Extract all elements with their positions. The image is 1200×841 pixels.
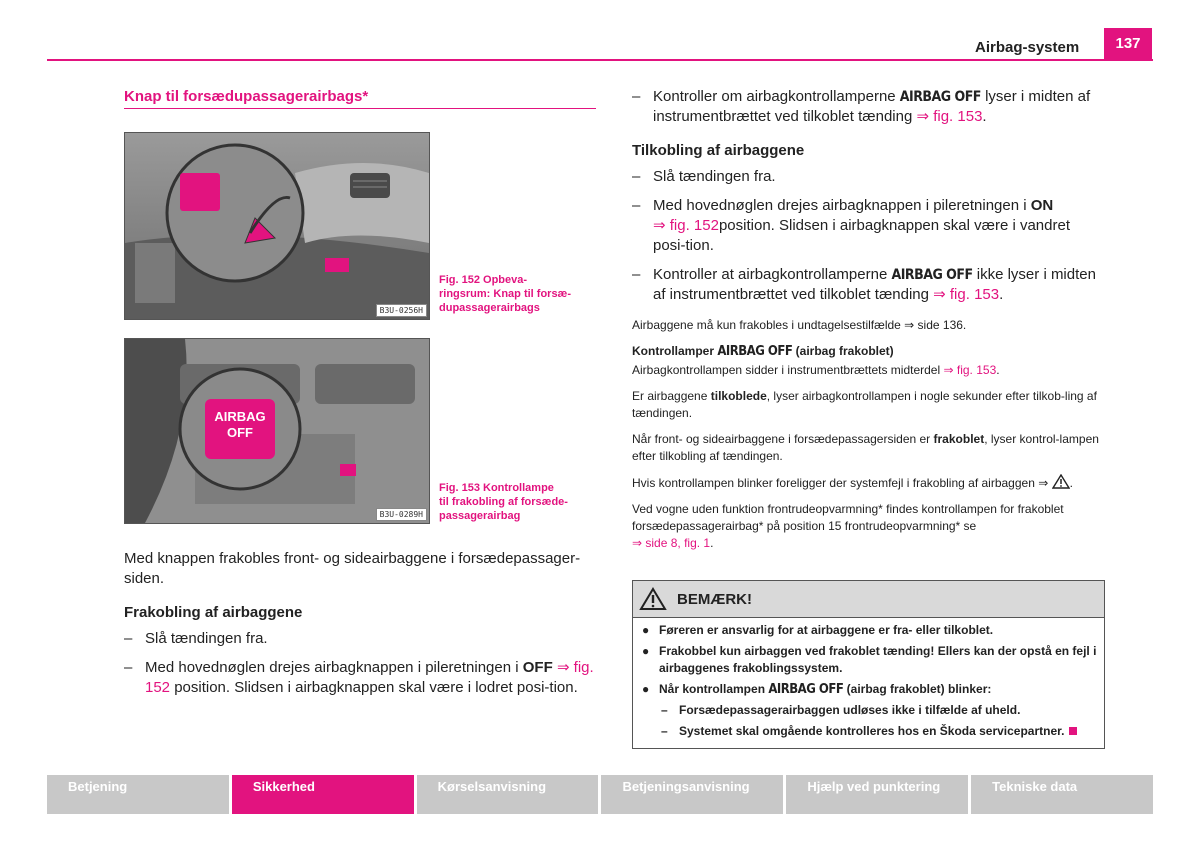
para-text: Airbagkontrollampen sidder i instrumentbrættets midterdel bbox=[632, 363, 944, 377]
warning-title: BEMÆRK! bbox=[677, 590, 752, 608]
step-item bbox=[632, 265, 1104, 305]
figure-link[interactable]: ⇒ fig. 153 bbox=[916, 108, 983, 125]
warning-item bbox=[639, 622, 1098, 639]
caption-line: Fig. 152 Opbeva- bbox=[439, 274, 528, 286]
step-text: lyser i midten af instrumentbrættet ved tilkoblet tænding bbox=[653, 88, 1091, 125]
note-exception: Airbaggene må kun frakobles i undtagelsestilfælde ⇒ side 136. bbox=[632, 318, 967, 332]
warning-triangle-icon[interactable] bbox=[1052, 474, 1070, 489]
step-text: . bbox=[999, 286, 1004, 303]
warning-subitem bbox=[639, 723, 1098, 740]
section-title: Knap til forsædupassagerairbags* bbox=[124, 88, 596, 109]
airbag-off-symbol: AIRBAG OFF bbox=[717, 344, 793, 359]
para-disconnected bbox=[632, 431, 1104, 465]
small-notes bbox=[632, 317, 1104, 552]
step-item bbox=[632, 167, 1104, 187]
dashboard-illustration bbox=[125, 339, 429, 523]
dash: – bbox=[124, 630, 133, 647]
warning-item-text: Når kontrollampen bbox=[659, 682, 769, 696]
bullet-icon: ● bbox=[642, 682, 650, 696]
step-bold: ON bbox=[1030, 197, 1054, 214]
dash: – bbox=[124, 659, 133, 676]
step-text: Med hovednøglen drejes airbagknappen i pileretningen i bbox=[653, 197, 1031, 214]
dash: – bbox=[632, 88, 641, 105]
para-text: Ved vogne uden funktion frontrudeopvarmning* findes kontrollampen for frakoblet forsædepassagerairbag* på position 15 frontrudeopvarmning* se bbox=[632, 502, 1064, 533]
warning-body bbox=[633, 618, 1104, 748]
right-column-text bbox=[632, 87, 1104, 561]
figure-152-image bbox=[124, 132, 430, 320]
warning-header bbox=[633, 581, 1104, 618]
subhead-disconnect: Frakobling af airbaggene bbox=[124, 604, 303, 621]
nav-tab-betjeningsanvisning[interactable]: Betjeningsanvisning bbox=[601, 775, 783, 814]
step-text: position. Slidsen i airbagknappen skal være i vandret posi-tion. bbox=[653, 217, 1070, 254]
warning-item-text: Frakobbel kun airbaggen ved frakoblet tænding! Ellers kan der opstå en fejl i airbaggenes frakoblingssystem. bbox=[659, 644, 1097, 675]
step-text: . bbox=[982, 108, 987, 125]
dash: – bbox=[661, 703, 668, 717]
step-text: Med hovednøglen drejes airbagknappen i pileretningen i bbox=[145, 659, 523, 676]
warning-subitem bbox=[639, 702, 1098, 719]
figure-153-caption bbox=[439, 481, 589, 523]
step-text: position. Slidsen i airbagknappen skal være i lodret posi-tion. bbox=[170, 679, 578, 696]
step-text: Kontroller at airbagkontrollamperne bbox=[653, 266, 892, 283]
para-bold: tilkoblede bbox=[710, 389, 767, 403]
step-bold: OFF bbox=[522, 659, 553, 676]
caption-line: ringsrum: Knap til forsæ- bbox=[439, 288, 572, 300]
nav-tab-tekniske-data[interactable]: Tekniske data bbox=[971, 775, 1153, 814]
warning-item-text: (airbag frakoblet) blinker: bbox=[843, 682, 992, 696]
intro-paragraph: Med knappen frakobles front- og sideairbaggene i forsædepassager-siden. bbox=[124, 550, 581, 587]
para-text: . bbox=[996, 363, 1000, 377]
airbag-off-symbol: AIRBAG OFF bbox=[891, 267, 973, 283]
warning-box bbox=[632, 580, 1105, 749]
figure-link[interactable]: ⇒ fig. 153 bbox=[943, 363, 997, 377]
page-number: 137 bbox=[1104, 28, 1152, 59]
airbag-off-symbol: AIRBAG OFF bbox=[899, 89, 981, 105]
para-connected bbox=[632, 388, 1104, 422]
lamp-text: AIRBAG bbox=[214, 409, 266, 424]
figure-153-image bbox=[124, 338, 430, 524]
dash: – bbox=[661, 724, 668, 738]
airbag-off-lamp-label bbox=[205, 409, 275, 441]
caption-line: passagerairbag bbox=[439, 510, 521, 522]
glovebox-illustration bbox=[125, 133, 429, 319]
end-of-section-marker bbox=[1069, 727, 1077, 735]
step-text: Slå tændingen fra. bbox=[145, 630, 268, 647]
nav-tab-hjaelp-ved-punktering[interactable]: Hjælp ved punktering bbox=[786, 775, 968, 814]
bullet-icon: ● bbox=[642, 644, 650, 658]
left-column-text bbox=[124, 549, 594, 707]
step-item bbox=[632, 196, 1104, 256]
figure-152-caption bbox=[439, 273, 589, 315]
running-header: Airbag-system bbox=[975, 39, 1080, 56]
bullet-icon: ● bbox=[642, 623, 650, 637]
para-text: , lyser kontrol-lampen efter tilkobling af tændingen. bbox=[632, 432, 1099, 463]
para-text: . bbox=[710, 536, 714, 550]
figure-link[interactable]: ⇒ fig. 152 bbox=[653, 217, 719, 234]
figure-link[interactable]: ⇒ fig. 152 bbox=[145, 659, 594, 696]
nav-tab-korselsanvisning[interactable]: Kørselsanvisning bbox=[417, 775, 599, 814]
header-rule bbox=[47, 59, 1153, 61]
para-blink bbox=[632, 474, 1104, 492]
para-lamp-location bbox=[632, 362, 1104, 379]
nav-tab-betjening[interactable]: Betjening bbox=[47, 775, 229, 814]
figure-code: B3U-0289H bbox=[376, 508, 427, 521]
figure-code: B3U-0256H bbox=[376, 304, 427, 317]
caption-line: dupassagerairbags bbox=[439, 302, 540, 314]
step-text: Slå tændingen fra. bbox=[653, 168, 776, 185]
figure-link[interactable]: ⇒ fig. 153 bbox=[933, 286, 1000, 303]
step-item bbox=[124, 629, 594, 649]
step-text: ikke lyser i midten af instrumentbrættet ved tilkoblet tænding bbox=[653, 266, 1096, 303]
nav-tab-sikkerhed[interactable]: Sikkerhed bbox=[232, 775, 414, 814]
para-text: . bbox=[1069, 476, 1073, 490]
dash: – bbox=[632, 168, 641, 185]
para-vehicles bbox=[632, 501, 1104, 552]
para-text: , lyser airbagkontrollampen i nogle sekunder efter tilkob-ling af tændingen. bbox=[632, 389, 1097, 420]
para-text: Er airbaggene bbox=[632, 389, 711, 403]
subhead-connect: Tilkobling af airbaggene bbox=[632, 142, 805, 159]
dash: – bbox=[632, 266, 641, 283]
para-text: Når front- og sideairbaggene i forsædepassagersiden er bbox=[632, 432, 934, 446]
airbag-off-symbol: AIRBAG OFF bbox=[768, 682, 844, 697]
lamp-subhead-text: Kontrollamper bbox=[632, 344, 718, 358]
page-link[interactable]: ⇒ side 8, fig. 1 bbox=[632, 536, 711, 550]
warning-item-text: Føreren er ansvarlig for at airbaggene er fra- eller tilkoblet. bbox=[659, 623, 994, 637]
caption-line: til frakobling af forsæde- bbox=[439, 496, 568, 508]
warning-item bbox=[639, 681, 1098, 698]
warning-subitem-text: Forsædepassagerairbaggen udløses ikke i tilfælde af uheld. bbox=[679, 703, 1021, 717]
footer-navigation bbox=[47, 775, 1153, 814]
warning-item bbox=[639, 643, 1098, 677]
dash: – bbox=[632, 197, 641, 214]
warning-triangle-icon bbox=[639, 587, 667, 611]
para-text: Hvis kontrollampen blinker foreligger der systemfejl i frakobling af airbaggen ⇒ bbox=[632, 476, 1049, 490]
lamp-subhead bbox=[632, 343, 1104, 360]
step-text: Kontroller om airbagkontrollamperne bbox=[653, 88, 900, 105]
step-item bbox=[632, 87, 1104, 127]
caption-line: Fig. 153 Kontrollampe bbox=[439, 482, 554, 494]
lamp-text: OFF bbox=[227, 425, 253, 440]
lamp-subhead-text: (airbag frakoblet) bbox=[792, 344, 894, 358]
para-bold: frakoblet bbox=[933, 432, 985, 446]
warning-subitem-text: Systemet skal omgående kontrolleres hos en Škoda servicepartner. bbox=[679, 724, 1065, 738]
step-item bbox=[124, 658, 594, 698]
